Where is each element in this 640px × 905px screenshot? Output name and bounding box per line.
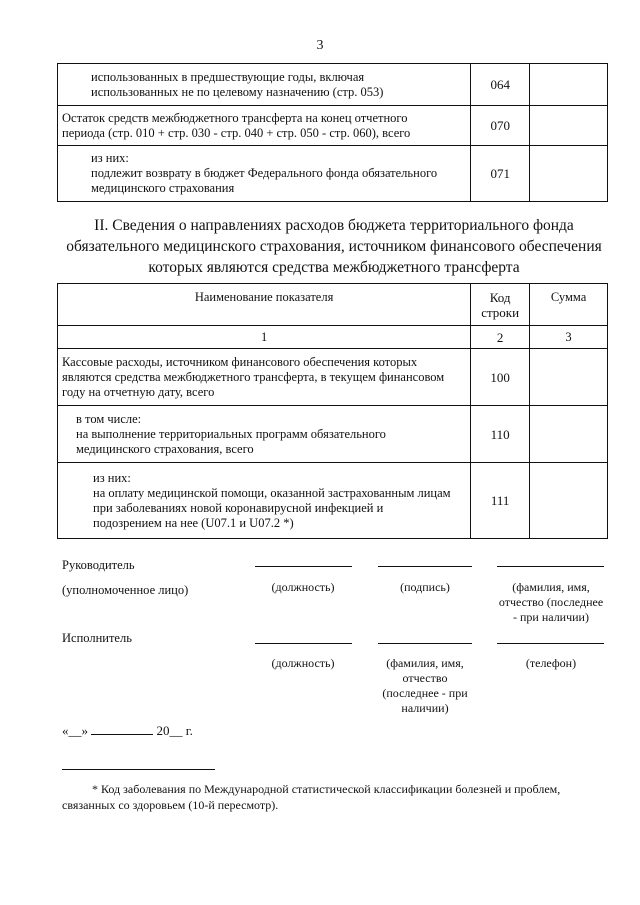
row-code: 110 — [471, 406, 530, 463]
head-signature-caption — [374, 580, 476, 595]
row-name-line: периода (стр. 010 + стр. 030 - стр. 040 + стр. 050 - стр. 060), всего — [62, 125, 411, 140]
row-code: 100 — [471, 349, 530, 406]
row-name-line: Остаток средств межбюджетного трансферта на конец отчетного — [62, 110, 408, 125]
caption-line: (фамилия, имя, — [386, 656, 464, 670]
table-expenses — [57, 283, 608, 539]
date-year-prefix: 20 — [156, 723, 170, 738]
row-name-cell — [58, 106, 471, 146]
footnote-rule — [62, 769, 215, 770]
row-name-line: на оплату медицинской помощи, оказанной застрахованным лицам — [93, 485, 451, 500]
row-name-line: являются средства межбюджетного трансферта, в текущем финансовом — [62, 369, 445, 384]
table-row — [58, 406, 608, 463]
row-name-line: медицинского страхования, всего — [76, 441, 254, 456]
head-position-caption — [252, 580, 354, 595]
row-name-line: на выполнение территориальных программ обязательного — [76, 426, 386, 441]
row-name-line: подлежит возврату в бюджет Федерального фонда обязательного — [91, 166, 438, 180]
caption-line: (должность) — [271, 580, 335, 594]
table-row — [58, 106, 608, 146]
row-name-cell — [58, 406, 471, 463]
row-name-line: в том числе: — [76, 411, 142, 426]
row-name-cell — [58, 463, 471, 539]
row-name-line: подозрением на нее (U07.1 и U07.2 *) — [93, 515, 294, 530]
head-fullname-line[interactable] — [497, 566, 604, 567]
section-title-line: которых являются средства межбюджетного трансферта — [148, 259, 520, 276]
table-header-row — [58, 284, 608, 326]
row-sum — [530, 406, 608, 463]
head-fullname-caption — [493, 580, 609, 625]
row-code: 071 — [471, 146, 530, 202]
executor-position-caption — [252, 656, 354, 671]
header-name: Наименование показателя — [58, 284, 471, 326]
date-line[interactable] — [62, 723, 193, 738]
section-title — [60, 215, 608, 278]
section-title-line: обязательного медицинского страхования, источником финансового обеспечения — [66, 238, 602, 255]
row-sum — [530, 146, 608, 202]
row-code: 064 — [471, 64, 530, 106]
row-name-cell — [58, 64, 471, 106]
row-sum — [530, 463, 608, 539]
row-name-line: медицинского страхования — [91, 181, 235, 195]
caption-line: отчество — [402, 671, 448, 685]
table-row — [58, 146, 608, 202]
footnote: * Код заболевания по Международной статистической классификации болезней и проблем, связанных со здоровьем (10-й пересмотр). — [62, 782, 561, 812]
row-sum — [530, 64, 608, 106]
row-name-line: году на отчетную дату, всего — [62, 384, 215, 399]
head-label: Руководитель — [62, 558, 135, 572]
caption-line: (фамилия, имя, — [512, 580, 590, 594]
page-number: 3 — [316, 38, 324, 53]
section-title-line: II. Сведения о направлениях расходов бюджета территориального фонда — [94, 217, 574, 234]
head-position-line[interactable] — [255, 566, 352, 567]
table-row — [58, 64, 608, 106]
caption-line: наличии) — [401, 701, 449, 715]
head-sublabel: (уполномоченное лицо) — [62, 583, 189, 597]
column-number: 3 — [530, 326, 608, 349]
caption-line: отчество (последнее — [498, 595, 604, 609]
row-name-line: из них: — [91, 151, 129, 165]
header-code-line: Код — [489, 290, 511, 305]
row-sum — [530, 106, 608, 146]
header-sum: Сумма — [530, 284, 608, 326]
date-quote-open: « — [62, 723, 69, 738]
executor-label: Исполнитель — [62, 631, 132, 645]
row-name-line: из них: — [93, 470, 131, 485]
caption-line: (подпись) — [400, 580, 450, 594]
row-name-line: использованных не по целевому назначению (стр. 053) — [91, 84, 384, 99]
table-row — [58, 463, 608, 539]
executor-fullname-caption — [372, 656, 478, 716]
table-continuation — [57, 63, 608, 202]
date-month-blank[interactable] — [91, 725, 153, 735]
date-quote-close: » — [81, 723, 88, 738]
executor-fullname-line[interactable] — [378, 643, 472, 644]
row-name-line: Кассовые расходы, источником финансового обеспечения которых — [62, 354, 418, 369]
head-signature-line[interactable] — [378, 566, 472, 567]
column-number: 1 — [58, 326, 471, 349]
date-year-blank[interactable]: __ — [169, 723, 183, 738]
table-row — [58, 349, 608, 406]
row-name-line: при заболеваниях новой коронавирусной инфекцией и — [93, 500, 384, 515]
row-sum — [530, 349, 608, 406]
column-number: 2 — [471, 326, 530, 349]
date-day-blank[interactable]: __ — [68, 723, 82, 738]
row-name-cell — [58, 349, 471, 406]
caption-line: (должность) — [271, 656, 335, 670]
header-code — [471, 284, 530, 326]
executor-position-line[interactable] — [255, 643, 352, 644]
column-number-row — [58, 326, 608, 349]
row-name-cell — [58, 146, 471, 202]
caption-line: (последнее - при — [382, 686, 468, 700]
date-year-suffix: г. — [182, 723, 193, 738]
executor-phone-caption — [493, 656, 609, 671]
executor-phone-line[interactable] — [497, 643, 604, 644]
row-name-line: использованных в предшествующие годы, включая — [91, 69, 365, 84]
caption-line: - при наличии) — [513, 610, 589, 624]
row-code: 070 — [471, 106, 530, 146]
caption-line: (телефон) — [525, 656, 577, 670]
header-code-line: строки — [481, 305, 520, 320]
row-code: 111 — [471, 463, 530, 539]
